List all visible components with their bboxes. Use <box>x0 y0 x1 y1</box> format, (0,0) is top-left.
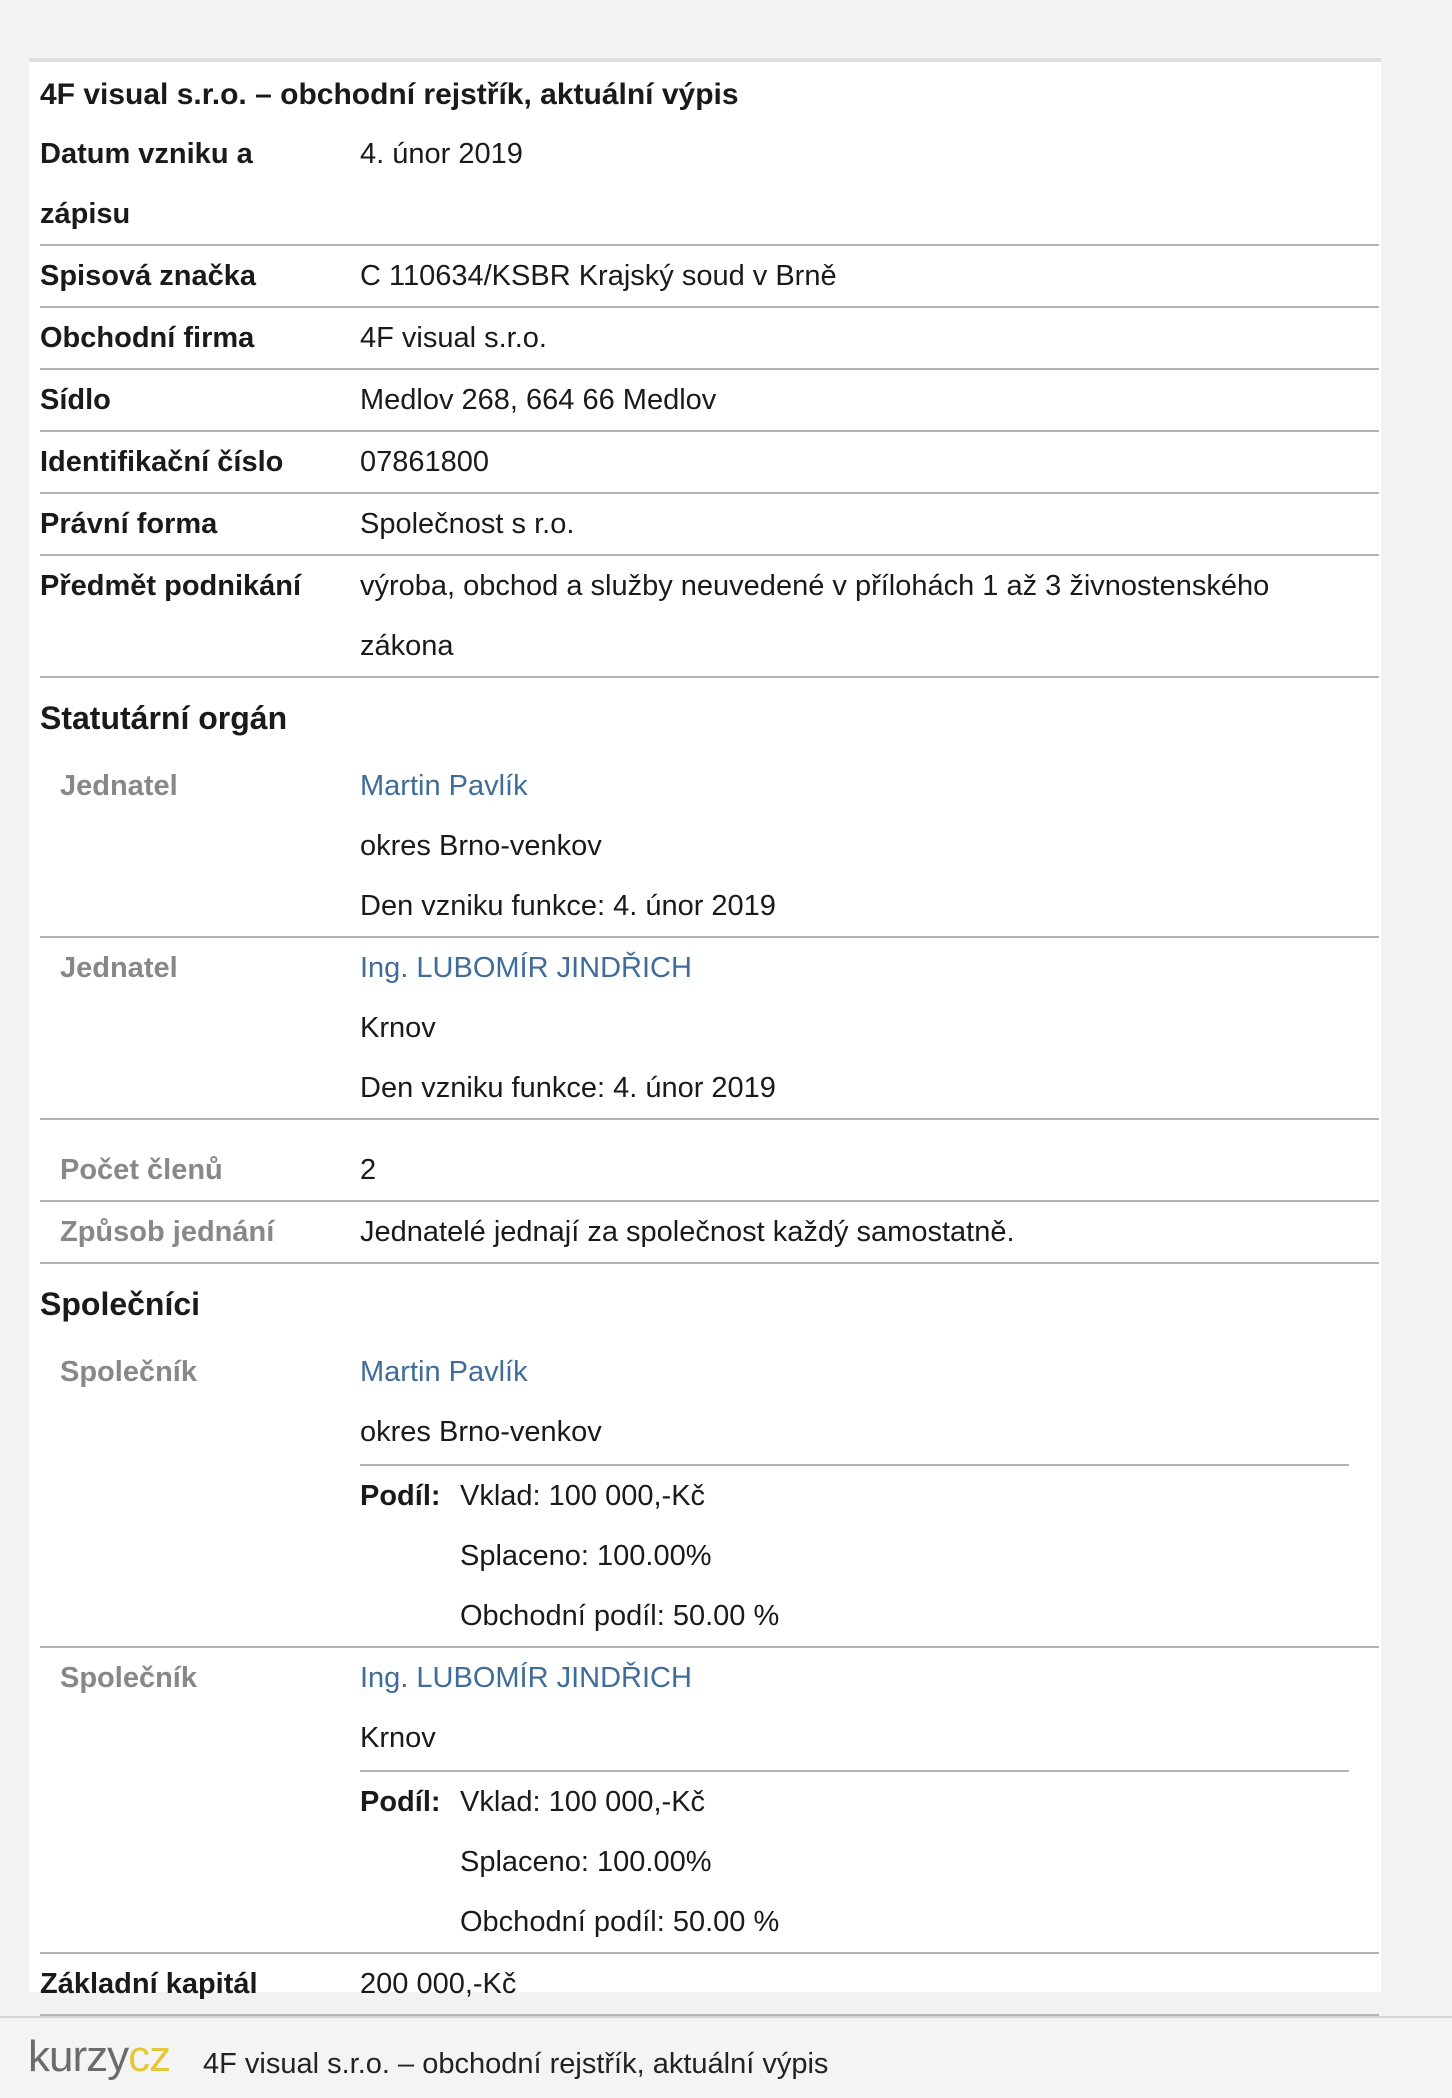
page-title: 4F visual s.r.o. – obchodní rejstřík, aktuální výpis <box>40 78 739 111</box>
spolecnik-details <box>360 1648 1379 1952</box>
role-label: Společník <box>60 1356 197 1388</box>
person-place: Krnov <box>360 1012 436 1044</box>
spolecnik-row <box>40 1648 1379 1954</box>
row-label: Právní forma <box>40 508 218 540</box>
podil-block <box>360 1770 1349 1952</box>
role-label: Jednatel <box>60 952 178 984</box>
row-label: Sídlo <box>40 384 111 416</box>
person-since: Den vzniku funkce: 4. únor 2019 <box>360 1072 776 1104</box>
person-place: Krnov <box>360 1722 436 1754</box>
section-statutarni-organ: Statutární orgán <box>40 700 288 736</box>
value-line: zákona <box>360 630 454 662</box>
jednatel-row <box>40 756 1379 938</box>
row-value: C 110634/KSBR Krajský soud v Brně <box>360 260 837 292</box>
obchodni-podil: Obchodní podíl: 50.00 % <box>460 1906 780 1938</box>
row-datum-vzniku <box>40 124 1379 246</box>
person-link[interactable]: Martin Pavlík <box>360 770 528 802</box>
person-place: okres Brno-venkov <box>360 830 602 862</box>
row-value: 4F visual s.r.o. <box>360 322 547 354</box>
value-line: výroba, obchod a služby neuvedené v přílohách 1 až 3 živnostenského <box>360 570 1270 602</box>
row-value: 4. únor 2019 <box>360 138 523 170</box>
row-identifikacni-cislo <box>40 432 1379 494</box>
row-value: Jednatelé jednají za společnost každý samostatně. <box>360 1216 1015 1248</box>
logo-text-kurzy: kurzy <box>28 2032 129 2081</box>
row-value <box>360 556 1379 676</box>
podil-values <box>460 1466 779 1646</box>
row-value: 200 000,-Kč <box>360 1968 517 2000</box>
row-label <box>40 124 360 244</box>
row-value: Medlov 268, 664 66 Medlov <box>360 384 717 416</box>
row-label: Identifikační číslo <box>40 446 284 478</box>
row-label: Základní kapitál <box>40 1968 258 2000</box>
logo-text-cz: cz <box>128 2032 171 2081</box>
row-spisova-znacka <box>40 246 1379 308</box>
label-line: zápisu <box>40 198 131 230</box>
spolecnik-row <box>40 1342 1379 1648</box>
jednatel-details <box>360 938 1379 1118</box>
role-label: Jednatel <box>60 770 178 802</box>
row-label: Obchodní firma <box>40 322 255 354</box>
vklad: Vklad: 100 000,-Kč <box>460 1786 706 1818</box>
row-value: 07861800 <box>360 446 490 478</box>
podil-block <box>360 1464 1349 1646</box>
row-label: Spisová značka <box>40 260 256 292</box>
row-pravni-forma <box>40 494 1379 556</box>
jednatel-row <box>40 938 1379 1120</box>
label-line: Datum vzniku a <box>40 138 253 170</box>
row-predmet-podnikani <box>40 556 1379 678</box>
row-zakladni-kapital <box>40 1954 1379 2016</box>
podil-label: Podíl: <box>360 1786 441 1818</box>
person-link[interactable]: Ing. LUBOMÍR JINDŘICH <box>360 952 692 984</box>
row-label: Počet členů <box>60 1154 223 1186</box>
person-link[interactable]: Ing. LUBOMÍR JINDŘICH <box>360 1662 692 1694</box>
kurzy-logo[interactable] <box>28 2032 170 2082</box>
obchodni-podil: Obchodní podíl: 50.00 % <box>460 1600 780 1632</box>
section-spolecnici: Společníci <box>40 1286 201 1322</box>
jednatel-details <box>360 756 1379 936</box>
row-sidlo <box>40 370 1379 432</box>
row-value: Společnost s r.o. <box>360 508 575 540</box>
person-since: Den vzniku funkce: 4. únor 2019 <box>360 890 776 922</box>
row-obchodni-firma <box>40 308 1379 370</box>
footer-title: 4F visual s.r.o. – obchodní rejstřík, aktuální výpis <box>203 2048 829 2080</box>
vklad: Vklad: 100 000,-Kč <box>460 1480 706 1512</box>
person-link[interactable]: Martin Pavlík <box>360 1356 528 1388</box>
row-label: Způsob jednání <box>60 1216 275 1248</box>
splaceno: Splaceno: 100.00% <box>460 1846 712 1878</box>
row-pocet-clenu <box>40 1120 1379 1202</box>
person-place: okres Brno-venkov <box>360 1416 602 1448</box>
spolecnik-details <box>360 1342 1379 1646</box>
splaceno: Splaceno: 100.00% <box>460 1540 712 1572</box>
podil-label: Podíl: <box>360 1480 441 1512</box>
role-label: Společník <box>60 1662 197 1694</box>
footer <box>0 2016 1452 2098</box>
register-card <box>29 58 1381 2000</box>
row-zpusob-jednani <box>40 1202 1379 1264</box>
podil-values <box>460 1772 779 1952</box>
register-content <box>40 62 1379 2016</box>
row-label: Předmět podnikání <box>40 570 302 602</box>
row-value: 2 <box>360 1154 377 1186</box>
